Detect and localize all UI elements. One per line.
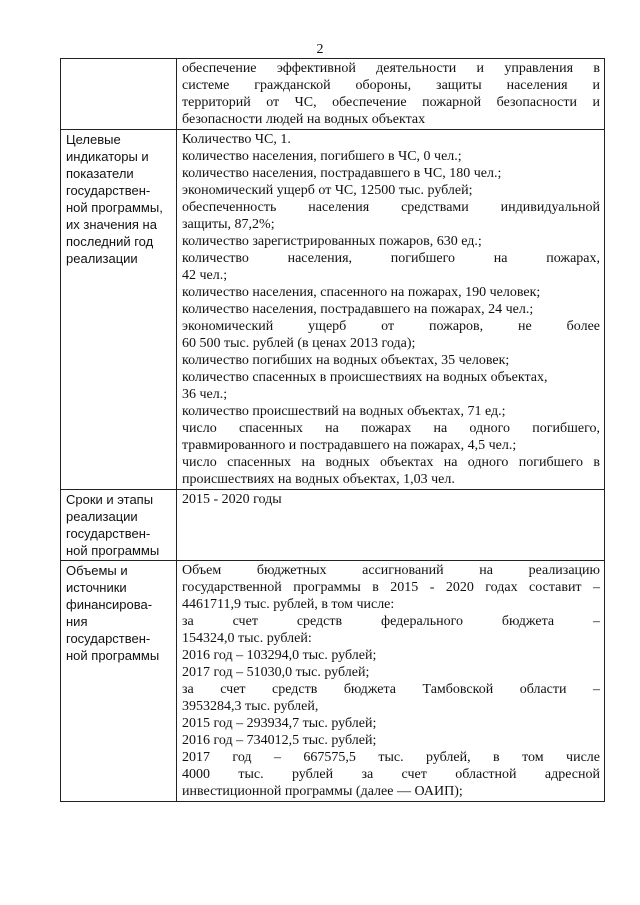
text-line: инвестиционной программы (далее — ОАИП); <box>182 784 463 799</box>
text-line: количество зарегистрированных пожаров, 630 ед.; <box>182 234 482 249</box>
text-line: территорий от ЧС, обеспечение пожарной безопасности и <box>182 95 600 110</box>
text-line: безопасности людей на водных объектах <box>182 112 426 127</box>
row-content <box>177 490 605 561</box>
label-line: Объемы и <box>66 563 128 578</box>
text-line: 4461711,9 тыс. рублей, в том числе: <box>182 597 395 612</box>
text-line: количество населения, пострадавшего в ЧС, 180 чел.; <box>182 166 502 181</box>
label-line: Сроки и этапы <box>66 492 154 507</box>
text-line: Объем бюджетных ассигнований на реализацию <box>182 563 600 578</box>
text-line: 60 500 тыс. рублей (в ценах 2013 года); <box>182 336 416 351</box>
table-row-terms <box>61 490 605 561</box>
label-line: ной программы <box>66 648 160 663</box>
text-line: количество населения, спасенного на пожарах, 190 человек; <box>182 285 541 300</box>
text-line: количество населения, погибшего на пожарах, <box>182 251 600 266</box>
text-line: 4000 тыс. рублей за счет областной адресной <box>182 767 600 782</box>
text-line: 2017 год – 51030,0 тыс. рублей; <box>182 665 370 680</box>
text-line: защиты, 87,2%; <box>182 217 275 232</box>
text-line: системе гражданской обороны, защиты населения и <box>182 78 600 93</box>
passport-table <box>60 58 605 802</box>
table-row-indicators <box>61 130 605 490</box>
text-line: 3953284,3 тыс. рублей, <box>182 699 319 714</box>
text-line: число спасенных на водных объектах на одного погибшего в <box>182 455 600 470</box>
text-line: 2015 - 2020 годы <box>182 492 282 507</box>
text-line: 2016 год – 103294,0 тыс. рублей; <box>182 648 377 663</box>
label-line: показатели <box>66 166 134 181</box>
text-line: обеспечение эффективной деятельности и управления в <box>182 61 600 76</box>
text-line: 2017 год – 667575,5 тыс. рублей, в том числе <box>182 750 600 765</box>
text-line: обеспеченность населения средствами индивидуальной <box>182 200 600 215</box>
page-number: 2 <box>316 42 324 57</box>
text-line: экономический ущерб от пожаров, не более <box>182 319 600 334</box>
label-line: источники <box>66 580 127 595</box>
text-line: число спасенных на пожарах на одного погибшего, <box>182 421 600 436</box>
text-line: травмированного и пострадавшего на пожарах, 4,5 чел.; <box>182 438 517 453</box>
text-line: количество населения, пострадавшего на пожарах, 24 чел.; <box>182 302 534 317</box>
label-line: финансирова- <box>66 597 153 612</box>
text-line: количество происшествий на водных объектах, 71 ед.; <box>182 404 506 419</box>
label-line: ной программы, <box>66 200 163 215</box>
label-line: государствен- <box>66 631 151 646</box>
text-line: количество населения, погибшего в ЧС, 0 чел.; <box>182 149 462 164</box>
text-line: 36 чел.; <box>182 387 228 402</box>
text-line: за счет средств федерального бюджета – <box>182 614 600 629</box>
row-content <box>177 59 605 130</box>
row-content <box>177 561 605 802</box>
row-label <box>61 561 177 802</box>
table-row-funding <box>61 561 605 802</box>
table-row-goals-cont <box>61 59 605 130</box>
text-line: за счет средств бюджета Тамбовской области – <box>182 682 600 697</box>
text-line: Количество ЧС, 1. <box>182 132 291 147</box>
text-line: количество спасенных в происшествиях на водных объектах, <box>182 370 548 385</box>
label-line: реализации <box>66 251 138 266</box>
text-line: количество погибших на водных объектах, 35 человек; <box>182 353 510 368</box>
text-line: экономический ущерб от ЧС, 12500 тыс. рублей; <box>182 183 473 198</box>
row-label <box>61 490 177 561</box>
label-line: реализации <box>66 509 138 524</box>
label-line: ния <box>66 614 88 629</box>
text-line: 42 чел.; <box>182 268 228 283</box>
text-line: 154324,0 тыс. рублей: <box>182 631 312 646</box>
text-line: происшествиях на водных объектах, 1,03 чел. <box>182 472 455 487</box>
label-line: государствен- <box>66 526 151 541</box>
label-line: последний год <box>66 234 154 249</box>
label-line: ной программы <box>66 543 160 558</box>
text-line: 2015 год – 293934,7 тыс. рублей; <box>182 716 377 731</box>
label-line: государствен- <box>66 183 151 198</box>
text-line: 2016 год – 734012,5 тыс. рублей; <box>182 733 377 748</box>
row-label <box>61 59 177 130</box>
text-line: государственной программы в 2015 - 2020 годах составит – <box>182 580 600 595</box>
label-line: Целевые <box>66 132 121 147</box>
row-label <box>61 130 177 490</box>
label-line: индикаторы и <box>66 149 149 164</box>
row-content <box>177 130 605 490</box>
label-line: их значения на <box>66 217 157 232</box>
